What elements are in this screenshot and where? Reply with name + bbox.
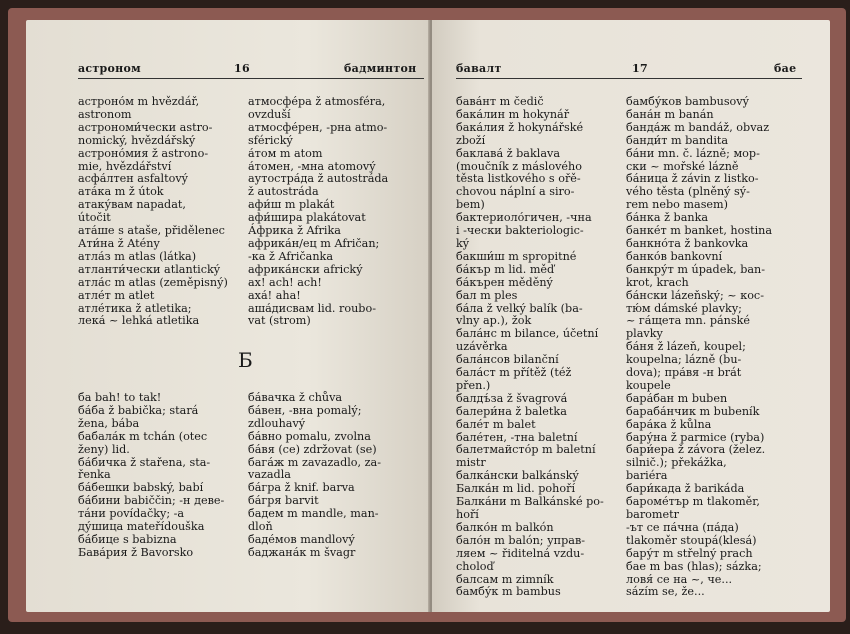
left-column-1-top xyxy=(78,96,228,328)
dictionary-line: банкру́т m úpadek, ban- xyxy=(626,262,766,276)
page-number: 16 xyxy=(234,62,250,75)
dictionary-line: атле́т m atlet xyxy=(78,288,155,302)
dictionary-line: ба́ня ž lázeň, koupel; xyxy=(626,340,746,354)
header-first-headword: бавалт xyxy=(456,62,502,75)
section-letter: Б xyxy=(238,348,253,372)
dictionary-line: бале́т m balet xyxy=(456,417,536,431)
right-page xyxy=(432,20,830,612)
dictionary-line: баджана́к m švagr xyxy=(248,545,356,559)
dictionary-line: uzávěrka xyxy=(456,340,508,354)
dictionary-line: chovou náplní a sirо- xyxy=(456,185,575,199)
dictionary-line: банкно́та ž bankovka xyxy=(626,236,749,250)
left-column-1-bottom xyxy=(78,392,224,560)
dictionary-line: vat (strom) xyxy=(248,314,311,328)
dictionary-line: ах! ach! ach! xyxy=(248,275,322,289)
dictionary-line: банке́т m banket, hostina xyxy=(626,224,773,238)
dictionary-line: тю́м dámské plavky; xyxy=(626,301,742,315)
left-column-2-top xyxy=(248,96,388,328)
dictionary-line: бара́бан m buben xyxy=(626,391,728,405)
dictionary-line: лека́ ~ lehká atletika xyxy=(78,314,200,328)
dictionary-line: Балка́н m lid. pohoří xyxy=(456,482,576,496)
dictionary-line: ба́гра ž knif. barva xyxy=(248,481,355,495)
dictionary-line: атла́з m atlas (látka) xyxy=(78,249,197,263)
dictionary-line: Бава́рия ž Bavorsko xyxy=(78,545,194,559)
header-first-headword: астроном xyxy=(78,62,142,75)
dictionary-line: ~ га́щета mn. pánské xyxy=(626,314,751,328)
header-rule xyxy=(78,78,424,79)
dictionary-line: балдъ́за ž švagrová xyxy=(456,391,568,405)
page-number: 17 xyxy=(632,62,648,75)
dictionary-line: ба́ни mn. č. lázně; мор- xyxy=(626,146,760,160)
dictionary-line: балка́нски balkánský xyxy=(456,469,579,483)
dictionary-line: бало́н m balón; управ- xyxy=(456,533,586,547)
dictionary-line: бабала́к m tchán (otec xyxy=(78,429,208,443)
dictionary-line: баде́мов mandlový xyxy=(248,532,355,546)
dictionary-line: těsta listkového s ořě- xyxy=(456,172,581,186)
dictionary-line: ž autostráda xyxy=(248,185,319,199)
dictionary-line: žena, bába xyxy=(78,416,140,430)
dictionary-line: бадем m mandle, man- xyxy=(248,507,379,521)
dictionary-line: ба́ба ž babička; stará xyxy=(78,403,199,417)
dictionary-line: астроно́мия ž astrono- xyxy=(78,146,209,160)
header-last-headword: бадминтон xyxy=(344,62,417,75)
dictionary-line: bem) xyxy=(456,198,485,212)
dictionary-line: бамбу́к m bambus xyxy=(456,585,561,599)
dictionary-line: krot, krach xyxy=(626,275,689,289)
dictionary-line: бана́н m banán xyxy=(626,107,714,121)
dictionary-line: barometr xyxy=(626,508,679,521)
dictionary-line: Ати́на ž Atény xyxy=(78,236,160,250)
dictionary-line: атаку́вам napadat, xyxy=(78,198,186,212)
dictionary-line: přen.) xyxy=(456,378,491,392)
dictionary-line: vého těsta (plněný sý- xyxy=(626,185,750,199)
dictionary-line: ба́бини babiččin; -н деве- xyxy=(78,494,225,508)
right-column-2 xyxy=(626,96,772,599)
dictionary-line: балко́н m balkón xyxy=(456,520,554,534)
dictionary-line: бактериоло́гичен, -чна xyxy=(456,211,592,225)
dictionary-line: i -чески bakteriologic- xyxy=(456,224,584,238)
dictionary-line: ба́бешки babský, babí xyxy=(78,481,204,495)
right-page-header xyxy=(456,62,802,78)
dictionary-line: тáни povídačky; -а xyxy=(78,507,185,521)
dictionary-line: ба́вен, -вна pomalý; xyxy=(248,403,362,417)
dictionary-line: ду́шица mateřídouška xyxy=(78,520,205,534)
dictionary-line: ба́кърен měděný xyxy=(456,275,553,289)
dictionary-line: sázím se, že... xyxy=(626,585,705,599)
dictionary-line: бала́нс m bilance, účetní xyxy=(456,327,599,341)
dictionary-line: choloď xyxy=(456,559,494,573)
dictionary-line: hoří xyxy=(456,508,479,521)
dictionary-line: ба́бичка ž stařena, sta- xyxy=(78,455,211,469)
dictionary-line: řenka xyxy=(78,468,111,482)
right-column-1 xyxy=(456,96,604,599)
dictionary-line: бароме́тър m tlakoměr, xyxy=(626,495,760,509)
dictionary-line: ба bah! to tak! xyxy=(78,391,162,404)
dictionary-line: ба́гря barvit xyxy=(248,494,319,508)
dictionary-line: банда́ж m bandáž, obvaz xyxy=(626,120,770,134)
dictionary-line: silnič.); překážka, xyxy=(626,456,727,470)
dictionary-line: бакши́ш m spropitné xyxy=(456,249,577,263)
dictionary-line: бара́ка ž kůlna xyxy=(626,417,712,431)
dictionary-line: ба́нски lázeňský; ~ кос- xyxy=(626,288,764,302)
dictionary-line: бару́на ž parmice (ryba) xyxy=(626,430,765,444)
dictionary-line: аша́дисвам lid. roubo- xyxy=(248,301,376,315)
dictionary-line: атмосфе́ра ž atmosféra, xyxy=(248,95,386,108)
dictionary-line: бамбу́ков bambusový xyxy=(626,95,749,108)
dictionary-line: ата́ше s ataše, přidělenec xyxy=(78,224,225,238)
dictionary-line: ба́ница ž závin z listko- xyxy=(626,172,759,186)
dictionary-line: атла́с m atlas (zeměpisný) xyxy=(78,275,228,289)
dictionary-line: ба́вачка ž chůva xyxy=(248,391,343,404)
dictionary-line: nomický, hvězdářský xyxy=(78,133,196,147)
dictionary-line: атланти́чески atlantický xyxy=(78,262,221,276)
dictionary-line: бари́ера ž závora (želez. xyxy=(626,443,766,457)
dictionary-line: бал m ples xyxy=(456,288,518,302)
dictionary-line: афи́шира plakátovat xyxy=(248,211,366,225)
dictionary-line: ба́нка ž banka xyxy=(626,211,709,225)
dictionary-line: sférický xyxy=(248,133,293,147)
dictionary-line: астрономи́чески astro- xyxy=(78,120,213,134)
dictionary-line: балери́на ž baletka xyxy=(456,404,567,418)
dictionary-line: útočit xyxy=(78,211,111,225)
dictionary-line: ба́вно pomalu, zvolna xyxy=(248,429,371,443)
dictionary-line: банди́т m bandita xyxy=(626,133,729,147)
dictionary-line: koupele xyxy=(626,378,671,392)
dictionary-line: dova); пра́вя -н brát xyxy=(626,366,742,380)
dictionary-line: асфа́лтен asfaltový xyxy=(78,172,188,186)
dictionary-line: ký xyxy=(456,236,470,250)
dictionary-line: астроно́м m hvězdář, xyxy=(78,95,200,108)
dictionary-line: аутостра́да ž autostráda xyxy=(248,172,389,186)
dictionary-line: а́томен, -мна atomový xyxy=(248,159,376,173)
dictionary-line: афи́ш m plakát xyxy=(248,198,335,212)
dictionary-line: бари́када ž barikáda xyxy=(626,482,745,496)
dictionary-line: атмосфе́рен, -рна atmo- xyxy=(248,120,388,134)
dictionary-line: mie, hvězdářství xyxy=(78,159,172,173)
dictionary-line: ба́бице s babizna xyxy=(78,532,177,546)
dictionary-line: ловя́ се на ~, че... xyxy=(626,572,733,586)
dictionary-line: ба́ла ž velký balík (ba- xyxy=(456,301,583,315)
dictionary-line: банко́в bankovní xyxy=(626,249,723,263)
dictionary-line: А́фрика ž Afrika xyxy=(248,224,341,238)
dictionary-line: dloň xyxy=(248,520,273,534)
dictionary-line: ляем ~ řiditelná vzdu- xyxy=(456,546,585,560)
dictionary-line: африка́н/ец m Afričan; xyxy=(248,236,380,250)
left-page-header xyxy=(78,62,424,78)
dictionary-line: бараба́нчик m bubeník xyxy=(626,404,760,418)
dictionary-line: атле́тика ž atletika; xyxy=(78,301,192,315)
dictionary-line: Балка́ни m Balkánské po- xyxy=(456,495,604,509)
dictionary-line: zboží xyxy=(456,133,486,147)
dictionary-line: бару́т m střelný prach xyxy=(626,546,753,560)
dictionary-line: ovzduší xyxy=(248,107,291,121)
left-page xyxy=(26,20,430,612)
dictionary-line: бака́лия ž hokynářské xyxy=(456,120,584,134)
dictionary-line: vlny ap.), žok xyxy=(456,314,532,328)
dictionary-line: (moučník z máslového xyxy=(456,159,582,173)
dictionary-line: rem nebo masem) xyxy=(626,198,729,212)
dictionary-line: бага́ж m zavazadlo, za- xyxy=(248,455,381,469)
dictionary-line: ženy) lid. xyxy=(78,442,130,456)
dictionary-line: а́том m atom xyxy=(248,146,323,160)
dictionary-line: бале́тен, -тна baletní xyxy=(456,430,578,444)
dictionary-line: ба́вя (се) zdržovat (se) xyxy=(248,442,377,456)
dictionary-line: бака́лин m hokynář xyxy=(456,107,570,121)
dictionary-line: vazadla xyxy=(248,468,291,482)
dictionary-line: ски ~ mořské lázně xyxy=(626,159,739,173)
dictionary-line: astronom xyxy=(78,107,132,121)
dictionary-line: аха́! aha! xyxy=(248,288,301,302)
dictionary-line: ба́кър m lid. měď xyxy=(456,262,555,276)
left-column-2-bottom xyxy=(248,392,381,560)
dictionary-line: tlakoměr stoupá(klesá) xyxy=(626,533,757,547)
dictionary-line: балсам m zimník xyxy=(456,572,554,586)
header-last-headword: бае xyxy=(774,62,797,75)
dictionary-line: бала́ст m přítěž (též xyxy=(456,366,572,380)
dictionary-line: ата́ка m ž útok xyxy=(78,185,164,199)
dictionary-line: -ка ž Afričanka xyxy=(248,249,333,263)
dictionary-line: африка́нски africký xyxy=(248,262,363,276)
dictionary-line: баклава́ ž baklava xyxy=(456,146,560,160)
dictionary-line: bariéra xyxy=(626,469,668,483)
dictionary-line: бава́нт m čedič xyxy=(456,95,544,108)
dictionary-line: балетмайсто́р m baletní xyxy=(456,443,596,457)
dictionary-line: plavky xyxy=(626,327,663,341)
dictionary-line: -ът се па́чна (па́да) xyxy=(626,520,739,534)
dictionary-line: koupelna; lázně (bu- xyxy=(626,353,742,367)
dictionary-line: zdlouhavý xyxy=(248,416,306,430)
header-rule xyxy=(456,78,802,79)
dictionary-line: бала́нсов bilanční xyxy=(456,353,559,367)
dictionary-line: бае m bas (hlas); sázka; xyxy=(626,559,762,573)
dictionary-line: mistr xyxy=(456,456,486,470)
